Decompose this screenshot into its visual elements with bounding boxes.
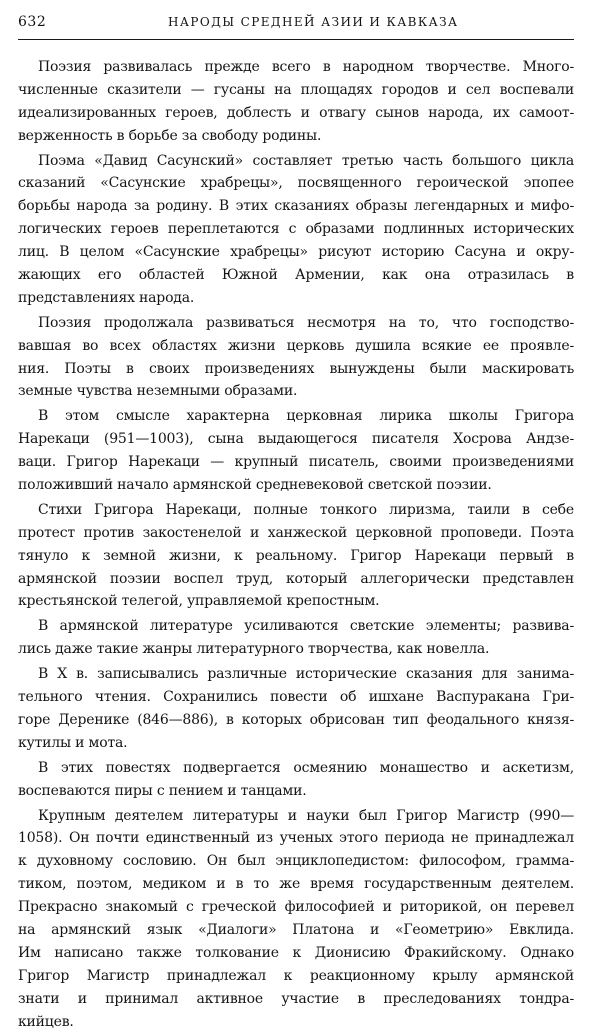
page-header: [18, 14, 574, 36]
text-line: кийцев.: [18, 1013, 74, 1030]
paragraph: [18, 663, 574, 755]
paragraph: [18, 56, 574, 148]
paragraph: [18, 805, 574, 1034]
text-line: логических героев переплетаются с образами подлинных исторических: [18, 221, 574, 238]
text-line: В X в. записывались различные исторические сказания для занима-: [38, 666, 574, 683]
text-line: крестьянской телегой, управляемой крепостным.: [18, 593, 380, 610]
text-line: Крупным деятелем литературы и науки был Григор Магистр (990—: [38, 807, 574, 824]
text-line: тельного чтения. Сохранились повести об ишхане Васпуракана Гри-: [18, 689, 574, 706]
text-line: представлениях народа.: [18, 289, 195, 306]
text-line: ния. Поэты в своих произведениях вынуждены были маскировать: [18, 360, 574, 377]
text-line: сказаний «Сасунские храбрецы», посвященного героической эпопее: [18, 175, 574, 192]
text-line: численные сказители — гусаны на площадях городов и сел воспевали: [18, 81, 574, 98]
text-line: Стихи Григора Нарекаци, полные тонкого лиризма, таили в себе: [38, 501, 574, 518]
text-line: Им написано также толкование к Дионисию Фракийскому. Однако: [18, 944, 574, 961]
text-line: В армянской литературе усиливаются светские элементы; развива-: [38, 618, 574, 635]
text-line: Поэзия развивалась прежде всего в народном творчестве. Много-: [38, 59, 574, 75]
text-line: ваци. Григор Нарекаци — крупный писатель, своими произведениями: [18, 454, 574, 471]
text-line: идеализированных героев, доблесть и отвагу сынов народа, их самоот-: [18, 104, 574, 121]
paragraph: [18, 757, 574, 803]
text-line: Прекрасно знакомый с греческой философией и риторикой, он перевел: [18, 899, 574, 916]
text-line: воспеваются пиры с пением и танцами.: [18, 782, 307, 799]
text-line: на армянский язык «Диалоги» Платона и «Геометрию» Евклида.: [18, 921, 574, 938]
header-rule: [18, 39, 574, 40]
text-line: верженность в борьбе за свободу родины.: [18, 127, 322, 144]
text-line: В этих повестях подвергается осмеянию монашество и аскетизм,: [38, 759, 574, 776]
text-line: лись даже такие жанры литературного творчества, как новелла.: [18, 641, 490, 658]
text-line: вавшая во всех областях жизни церковь душила всякие ее проявле-: [18, 337, 574, 354]
page-number: 632: [18, 14, 47, 30]
text-line: Поэзия продолжала развиваться несмотря на то, что господство-: [38, 314, 574, 331]
paragraph: [18, 150, 574, 310]
page-body-text: [18, 56, 574, 1035]
text-line: борьбы народа за родину. В этих сказаниях образы легендарных и мифо-: [18, 198, 574, 215]
text-line: Григор Магистр принадлежал к реакционному крылу армянской: [18, 967, 574, 984]
text-line: лиц. В целом «Сасунские храбрецы» рисуют историю Сасуна и окру-: [18, 244, 574, 261]
paragraph: [18, 405, 574, 497]
text-line: протест против закостенелой и ханжеской церковной проповеди. Поэта: [18, 524, 574, 541]
text-line: к духовному сословию. Он был энциклопедистом: философом, грамма-: [18, 853, 574, 870]
text-line: Поэма «Давид Сасунский» составляет третью часть большого цикла: [38, 152, 574, 169]
text-line: положивший начало армянской средневековой светской поэзии.: [18, 477, 492, 494]
text-line: В этом смысле характерна церковная лирика школы Григора: [38, 408, 574, 425]
running-title: НАРОДЫ СРЕДНЕЙ АЗИИ И КАВКАЗА: [168, 15, 459, 29]
text-line: армянской поэзии воспел труд, который аллегорически представлен: [18, 570, 574, 587]
paragraph: [18, 312, 574, 404]
text-line: земные чувства неземными образами.: [18, 383, 298, 400]
paragraph: [18, 615, 574, 661]
paragraph: [18, 499, 574, 613]
text-line: тиком, поэтом, медиком и в то же время государственным деятелем.: [18, 876, 574, 893]
text-line: 1058). Он почти единственный из ученых этого периода не принадлежал: [18, 830, 574, 847]
text-line: кутилы и мота.: [18, 734, 128, 751]
text-line: Нарекаци (951—1003), сына выдающегося писателя Хосрова Андзе-: [18, 431, 574, 448]
text-line: тянуло к земной жизни, к реальному. Григор Нарекаци первый в: [18, 547, 574, 564]
text-line: горе Деренике (846—886), в которых обрисован тип феодального князя-: [18, 711, 574, 728]
text-line: жающих его областей Южной Армении, как она отразилась в: [18, 267, 574, 284]
text-line: знати и принимал активное участие в преследованиях тондра-: [18, 990, 574, 1007]
